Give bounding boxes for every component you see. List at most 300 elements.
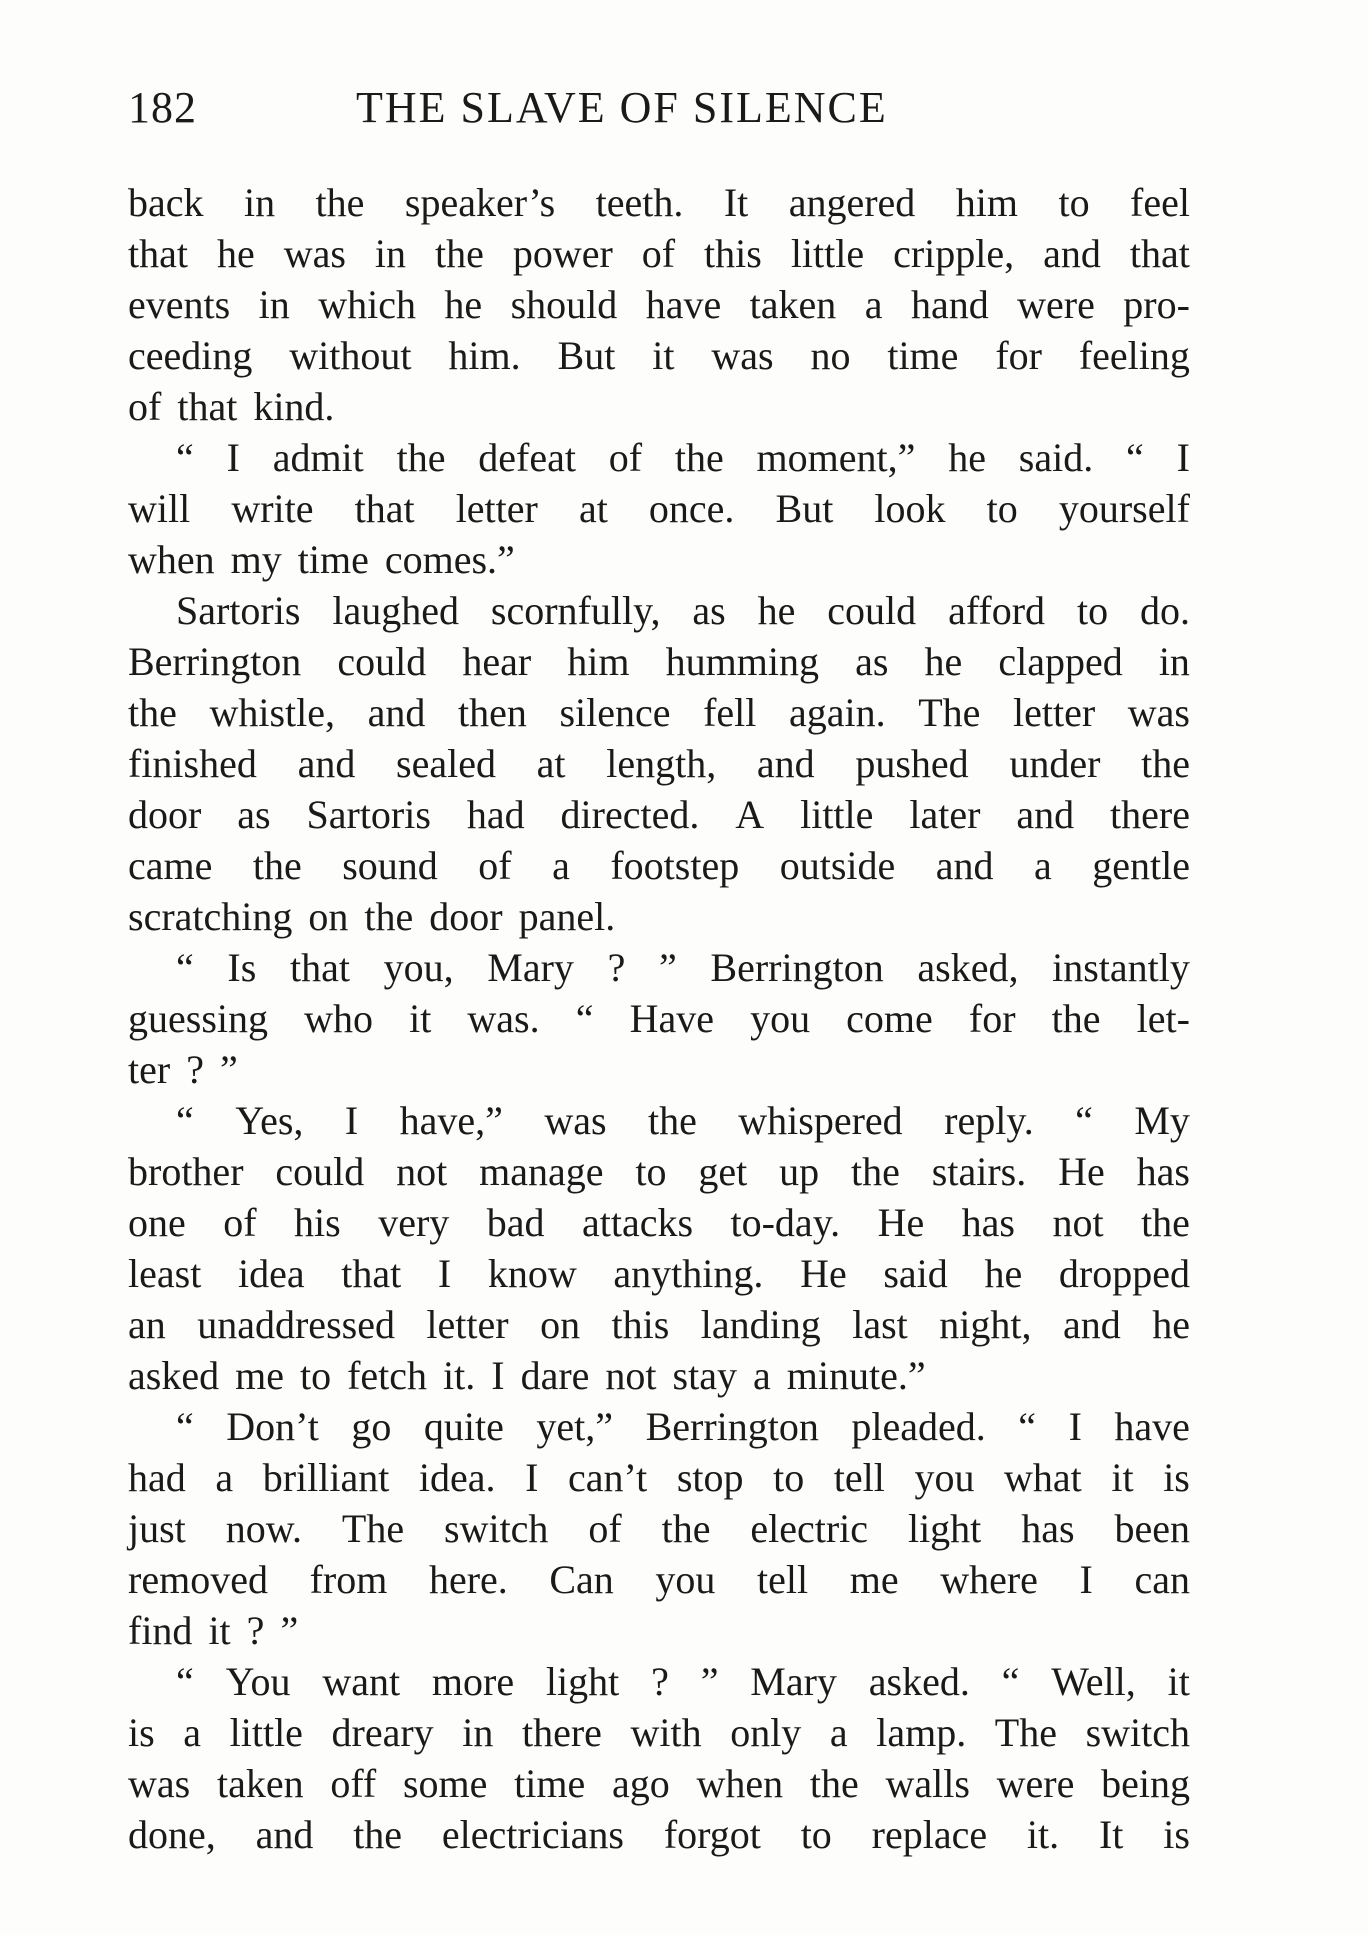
word: A xyxy=(735,792,765,837)
word: moment,” xyxy=(756,435,916,480)
text-line xyxy=(128,891,1190,942)
word: Mary xyxy=(750,1659,837,1704)
word: Have xyxy=(629,996,714,1041)
word: panel. xyxy=(518,894,616,939)
word: least xyxy=(128,1251,202,1296)
word: what xyxy=(1004,1455,1082,1500)
word: up xyxy=(779,1149,820,1194)
body-text xyxy=(128,177,1190,1860)
word: no xyxy=(810,333,851,378)
word: the xyxy=(396,435,446,480)
word: could xyxy=(827,588,917,633)
word: which xyxy=(318,282,416,327)
word: ago xyxy=(611,1761,670,1806)
word: “ xyxy=(1018,1404,1037,1449)
word: I xyxy=(226,435,240,480)
word: you xyxy=(750,996,811,1041)
text-line xyxy=(128,1299,1190,1350)
word: replace xyxy=(871,1812,988,1857)
text-line xyxy=(128,1656,1190,1707)
word: that xyxy=(341,1251,402,1296)
word: has xyxy=(1021,1506,1075,1551)
text-line xyxy=(128,279,1190,330)
word: me xyxy=(849,1557,899,1602)
word: events xyxy=(128,282,231,327)
word: could xyxy=(275,1149,365,1194)
word: little xyxy=(800,792,874,837)
word: can’t xyxy=(568,1455,648,1500)
word: of xyxy=(641,231,676,276)
text-line xyxy=(128,1044,1190,1095)
word: afford xyxy=(948,588,1046,633)
word: “ xyxy=(1126,435,1144,480)
word: and xyxy=(367,690,426,735)
word: a xyxy=(752,1353,771,1398)
word: of xyxy=(128,384,162,429)
word: very xyxy=(378,1200,450,1245)
word: I xyxy=(1068,1404,1082,1449)
word: to xyxy=(986,486,1018,531)
word: But xyxy=(775,486,834,531)
word: idea xyxy=(237,1251,305,1296)
text-line xyxy=(128,942,1190,993)
word: night, xyxy=(939,1302,1032,1347)
word: silence xyxy=(559,690,671,735)
word: being xyxy=(1101,1761,1190,1806)
word: he xyxy=(444,282,483,327)
word: pleaded. xyxy=(851,1404,986,1449)
word: that xyxy=(354,486,415,531)
word: you xyxy=(655,1557,716,1602)
word: little xyxy=(790,231,865,276)
word: He xyxy=(1058,1149,1105,1194)
text-line xyxy=(128,1605,1190,1656)
word: my xyxy=(230,537,282,582)
word: “ xyxy=(176,945,194,990)
text-line xyxy=(128,1197,1190,1248)
word: now. xyxy=(225,1506,302,1551)
word: hand xyxy=(910,282,989,327)
text-line xyxy=(128,1146,1190,1197)
word: to xyxy=(1076,588,1109,633)
word: at xyxy=(578,486,608,531)
word: as xyxy=(855,639,889,684)
word: the xyxy=(252,843,302,888)
word: there xyxy=(1110,792,1190,837)
word: sound xyxy=(342,843,438,888)
word: defeat xyxy=(478,435,576,480)
word: pro- xyxy=(1123,282,1190,327)
word: quite xyxy=(423,1404,504,1449)
word: Can xyxy=(549,1557,614,1602)
word: yet,” xyxy=(536,1404,614,1449)
word: the xyxy=(128,690,177,735)
running-head xyxy=(128,82,1188,142)
word: that xyxy=(128,231,188,276)
word: But xyxy=(557,333,616,378)
word: want xyxy=(322,1659,401,1704)
word: that xyxy=(1129,231,1190,276)
word: where xyxy=(940,1557,1038,1602)
word: Don’t xyxy=(226,1404,319,1449)
word: only xyxy=(730,1710,802,1755)
text-line xyxy=(128,1809,1190,1860)
word: ” xyxy=(280,1608,299,1653)
word: and xyxy=(1062,1302,1121,1347)
word: once. xyxy=(648,486,735,531)
word: brilliant xyxy=(262,1455,390,1500)
word: in xyxy=(258,282,290,327)
word: later xyxy=(909,792,981,837)
word: the xyxy=(1141,1200,1190,1245)
running-title: THE SLAVE OF SILENCE xyxy=(356,83,888,132)
word: ” xyxy=(658,945,677,990)
word: electricians xyxy=(441,1812,624,1857)
word: a xyxy=(552,843,570,888)
text-line xyxy=(128,1452,1190,1503)
word: the xyxy=(315,180,365,225)
word: ter xyxy=(128,1047,171,1092)
word: a xyxy=(183,1710,202,1755)
word: of xyxy=(608,435,643,480)
word: I xyxy=(344,1098,359,1143)
word: came xyxy=(128,843,213,888)
word: go xyxy=(351,1404,392,1449)
word: for xyxy=(968,996,1016,1041)
word: as xyxy=(237,792,271,837)
word: in xyxy=(1158,639,1190,684)
word: have,” xyxy=(399,1098,503,1143)
text-line xyxy=(128,228,1190,279)
word: ” xyxy=(219,1047,238,1092)
word: “ xyxy=(176,435,194,480)
word: that xyxy=(289,945,350,990)
word: stop xyxy=(676,1455,744,1500)
word: lamp. xyxy=(876,1710,967,1755)
text-line xyxy=(128,483,1190,534)
word: it xyxy=(1111,1455,1134,1500)
word: could xyxy=(337,639,427,684)
word: Mary xyxy=(487,945,574,990)
word: done, xyxy=(128,1812,216,1857)
word: here. xyxy=(428,1557,508,1602)
word: have xyxy=(1114,1404,1190,1449)
word: not xyxy=(396,1149,448,1194)
word: the xyxy=(674,435,724,480)
word: ? xyxy=(607,945,626,990)
word: back xyxy=(128,180,204,225)
word: you xyxy=(914,1455,975,1500)
word: letter xyxy=(455,486,538,531)
word: ” xyxy=(700,1659,719,1704)
word: was xyxy=(544,1098,607,1143)
word: and xyxy=(297,741,356,786)
word: Sartoris xyxy=(306,792,431,837)
word: was. xyxy=(467,996,540,1041)
word: know xyxy=(487,1251,577,1296)
word: dropped xyxy=(1058,1251,1190,1296)
word: it xyxy=(1167,1659,1190,1704)
word: it xyxy=(409,996,432,1041)
word: of xyxy=(588,1506,622,1551)
word: him xyxy=(955,180,1018,225)
word: the xyxy=(851,1149,900,1194)
word: “ xyxy=(1001,1659,1020,1704)
word: Is xyxy=(227,945,257,990)
word: he xyxy=(924,639,963,684)
word: some xyxy=(402,1761,488,1806)
word: you, xyxy=(383,945,454,990)
word: tell xyxy=(757,1557,809,1602)
word: a xyxy=(864,282,883,327)
word: to xyxy=(1058,180,1090,225)
word: do. xyxy=(1140,588,1190,633)
word: him. xyxy=(448,333,521,378)
word: not xyxy=(1052,1200,1104,1245)
word: dreary xyxy=(331,1710,434,1755)
word: He xyxy=(877,1200,925,1245)
word: footstep xyxy=(610,843,740,888)
word: brother xyxy=(128,1149,244,1194)
word: the xyxy=(661,1506,711,1551)
word: scratching xyxy=(128,894,293,939)
word: under xyxy=(1009,741,1101,786)
word: were xyxy=(996,1761,1075,1806)
word: electric xyxy=(750,1506,869,1551)
word: tell xyxy=(833,1455,885,1500)
word: cripple, xyxy=(893,231,1015,276)
word: door xyxy=(128,792,202,837)
word: finished xyxy=(128,741,257,786)
word: It xyxy=(1098,1812,1124,1857)
word: anything. xyxy=(613,1251,764,1296)
text-line xyxy=(128,636,1190,687)
word: idea. xyxy=(418,1455,496,1500)
word: manage xyxy=(479,1149,604,1194)
word: were xyxy=(1017,282,1095,327)
word: speaker’s xyxy=(404,180,556,225)
word: feel xyxy=(1130,180,1190,225)
word: feeling xyxy=(1078,333,1190,378)
text-line xyxy=(128,330,1190,381)
word: The xyxy=(918,690,981,735)
text-line xyxy=(128,1401,1190,1452)
word: I xyxy=(1176,435,1190,480)
word: from xyxy=(309,1557,388,1602)
word: there xyxy=(521,1710,602,1755)
word: he xyxy=(757,588,796,633)
word: letter xyxy=(426,1302,509,1347)
word: a xyxy=(215,1455,234,1500)
word: it. xyxy=(1026,1812,1060,1857)
text-line xyxy=(128,789,1190,840)
word: ? xyxy=(651,1659,669,1704)
word: get xyxy=(698,1149,748,1194)
word: and xyxy=(756,741,815,786)
word: dare xyxy=(520,1353,590,1398)
word: this xyxy=(611,1302,670,1347)
word: outside xyxy=(779,843,896,888)
word: the xyxy=(1141,741,1190,786)
word: was xyxy=(283,231,346,276)
word: one xyxy=(128,1200,186,1245)
word: who xyxy=(304,996,373,1041)
word: taken xyxy=(749,282,837,327)
word: at xyxy=(536,741,566,786)
text-line xyxy=(128,1707,1190,1758)
word: off xyxy=(330,1761,377,1806)
word: me xyxy=(235,1353,284,1398)
word: should xyxy=(510,282,618,327)
text-line xyxy=(128,840,1190,891)
word: scornfully, xyxy=(490,588,661,633)
word: and xyxy=(1016,792,1075,837)
word: “ xyxy=(575,996,594,1041)
text-line xyxy=(128,1758,1190,1809)
word: ceeding xyxy=(128,333,253,378)
word: in xyxy=(374,231,406,276)
word: letter xyxy=(1013,690,1096,735)
word: asked, xyxy=(917,945,1019,990)
word: him xyxy=(567,639,630,684)
word: door xyxy=(429,894,503,939)
word: It xyxy=(723,180,749,225)
word: “ xyxy=(1075,1098,1093,1143)
word: more xyxy=(431,1659,515,1704)
word: asked xyxy=(128,1353,220,1398)
word: and xyxy=(255,1812,314,1857)
word: The xyxy=(994,1710,1057,1755)
word: admit xyxy=(272,435,364,480)
word: unaddressed xyxy=(197,1302,395,1347)
word: has xyxy=(961,1200,1015,1245)
word: time xyxy=(887,333,959,378)
text-line xyxy=(128,1554,1190,1605)
word: come xyxy=(846,996,933,1041)
word: humming xyxy=(665,639,819,684)
word: have xyxy=(645,282,722,327)
word: stay xyxy=(672,1353,737,1398)
word: just xyxy=(128,1506,186,1551)
word: said xyxy=(883,1251,948,1296)
word: I xyxy=(1079,1557,1093,1602)
word: bad xyxy=(486,1200,545,1245)
word: whistle, xyxy=(209,690,336,735)
word: to xyxy=(299,1353,332,1398)
word: when xyxy=(128,537,215,582)
word: gentle xyxy=(1092,843,1190,888)
word: been xyxy=(1114,1506,1190,1551)
word: Sartoris xyxy=(176,588,301,633)
word: to-day. xyxy=(730,1200,841,1245)
word: the xyxy=(353,1812,403,1857)
word: asked. xyxy=(868,1659,970,1704)
word: has xyxy=(1136,1149,1190,1194)
word: You xyxy=(225,1659,291,1704)
word: for xyxy=(995,333,1042,378)
word: “ xyxy=(176,1659,194,1704)
word: not xyxy=(605,1353,657,1398)
text-line xyxy=(128,1095,1190,1146)
word: I xyxy=(525,1455,539,1500)
word: light xyxy=(907,1506,982,1551)
word: sealed xyxy=(396,741,496,786)
word: is xyxy=(128,1710,155,1755)
word: with xyxy=(630,1710,702,1755)
word: a xyxy=(1033,843,1052,888)
word: as xyxy=(692,588,726,633)
word: ? xyxy=(186,1047,204,1092)
word: was xyxy=(1127,690,1190,735)
word: time xyxy=(514,1761,586,1806)
word: hear xyxy=(462,639,532,684)
word: guessing xyxy=(128,996,268,1041)
word: it xyxy=(652,333,675,378)
word: length, xyxy=(606,741,717,786)
word: was xyxy=(711,333,774,378)
word: last xyxy=(852,1302,908,1347)
word: removed xyxy=(128,1557,268,1602)
text-line xyxy=(128,993,1190,1044)
word: in xyxy=(243,180,276,225)
word: of xyxy=(223,1200,257,1245)
word: an xyxy=(128,1302,166,1347)
word: “ xyxy=(176,1098,194,1143)
word: Well, xyxy=(1051,1659,1136,1704)
word: landing xyxy=(700,1302,821,1347)
word: pushed xyxy=(855,741,969,786)
word: to xyxy=(635,1149,667,1194)
word: fetch xyxy=(347,1353,428,1398)
word: without xyxy=(289,333,412,378)
word: yourself xyxy=(1058,486,1190,531)
word: Berrington xyxy=(128,639,302,684)
word: forgot xyxy=(663,1812,761,1857)
word: find xyxy=(128,1608,193,1653)
word: ? xyxy=(246,1608,265,1653)
word: My xyxy=(1134,1098,1190,1143)
word: he xyxy=(984,1251,1023,1296)
word: had xyxy=(128,1455,186,1500)
word: had xyxy=(466,792,525,837)
word: teeth. xyxy=(595,180,684,225)
word: it xyxy=(208,1608,231,1653)
word: switch xyxy=(444,1506,549,1551)
word: He xyxy=(800,1251,847,1296)
word: little xyxy=(229,1710,303,1755)
word: let- xyxy=(1136,996,1190,1041)
word: he xyxy=(1152,1302,1190,1347)
word: of xyxy=(478,843,512,888)
word: to xyxy=(773,1455,805,1500)
word: minute.” xyxy=(786,1353,926,1398)
word: Berrington xyxy=(645,1404,819,1449)
word: whispered xyxy=(738,1098,903,1143)
word: on xyxy=(308,894,349,939)
word: this xyxy=(704,231,762,276)
word: and xyxy=(935,843,994,888)
word: clapped xyxy=(998,639,1123,684)
word: then xyxy=(457,690,527,735)
word: directed. xyxy=(560,792,700,837)
word: Berrington xyxy=(710,945,884,990)
word: he xyxy=(216,231,255,276)
text-line xyxy=(128,432,1190,483)
word: fell xyxy=(703,690,757,735)
word: was xyxy=(128,1761,191,1806)
word: the xyxy=(364,894,414,939)
word: taken xyxy=(216,1761,304,1806)
